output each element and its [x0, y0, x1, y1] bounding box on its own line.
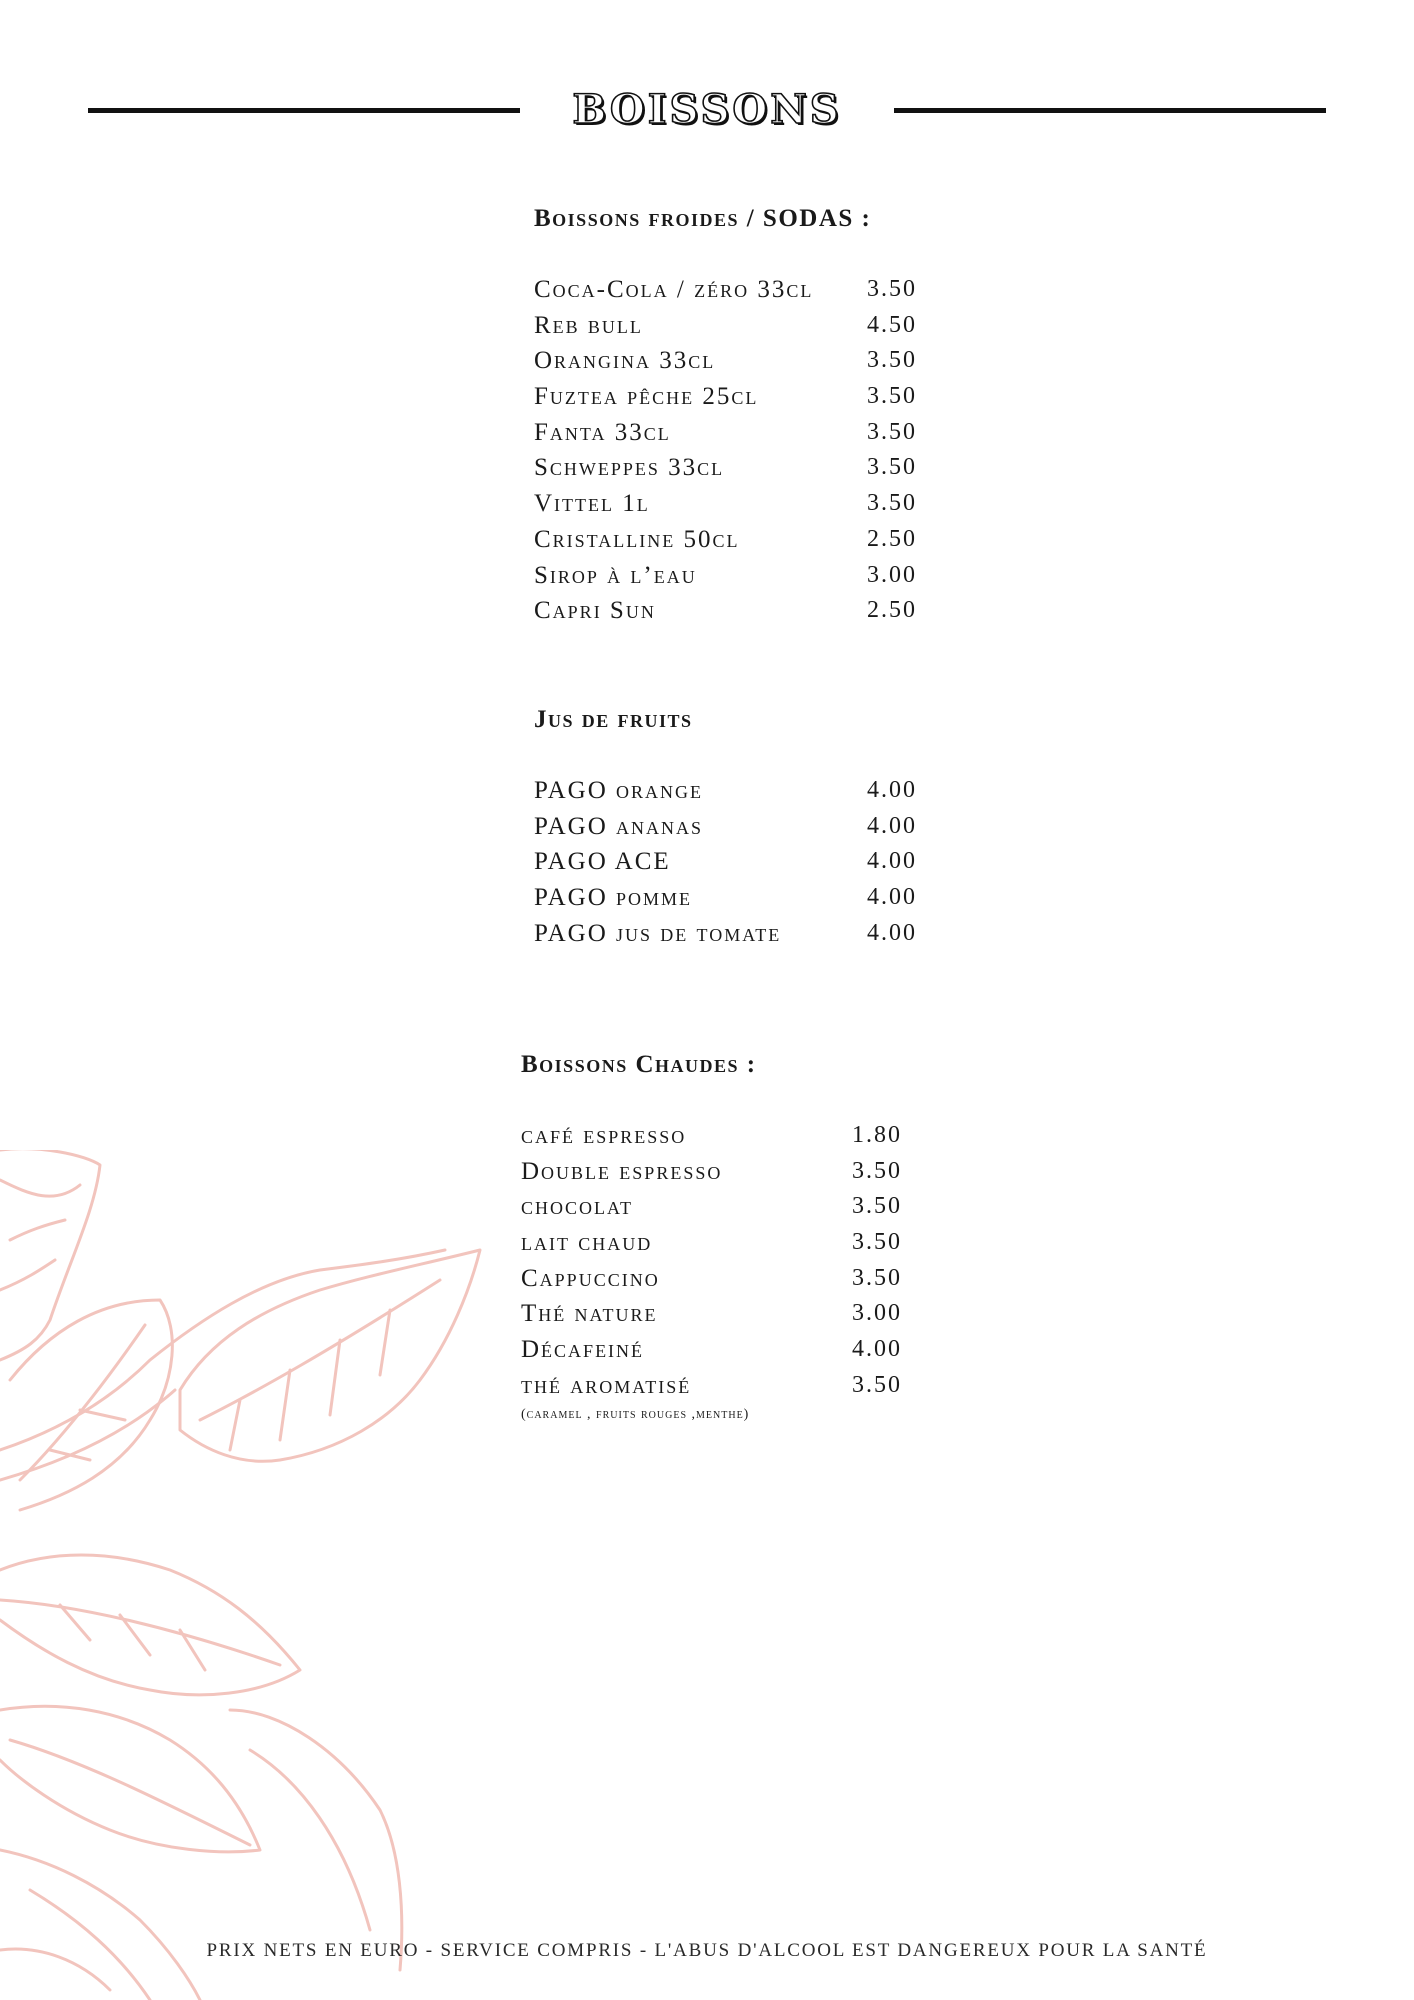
menu-item — [534, 809, 917, 845]
menu-item — [534, 343, 917, 379]
menu-item — [534, 773, 917, 809]
item-name: Schweppes 33cl — [534, 454, 725, 482]
menu-item — [534, 522, 917, 558]
item-name: Fuztea pêche 25cl — [534, 383, 759, 411]
menu-item — [534, 486, 917, 522]
menu-item — [521, 1261, 902, 1297]
item-name: Coca-Cola / zéro 33cl — [534, 276, 814, 303]
section-fruit-juices — [534, 703, 917, 951]
item-price: 3.50 — [867, 383, 917, 410]
item-name: Cristalline 50cl — [534, 525, 740, 553]
menu-item — [534, 880, 917, 916]
item-price: 3.50 — [852, 1229, 902, 1256]
header-rule-right — [894, 108, 1326, 113]
menu-item — [534, 593, 917, 629]
item-price: 3.50 — [867, 276, 917, 302]
leaf-illustration — [0, 1150, 500, 2000]
item-name: PAGO ACE — [534, 848, 671, 876]
menu-item — [521, 1332, 902, 1368]
item-name: Cappuccino — [521, 1264, 660, 1292]
item-price: 3.50 — [867, 347, 917, 374]
menu-item — [521, 1154, 902, 1190]
item-name: Sirop à l’eau — [534, 561, 697, 589]
item-name: Vittel 1l — [534, 490, 650, 518]
item-price: 2.50 — [867, 525, 917, 552]
item-name: Double espresso — [521, 1157, 723, 1185]
section-title: Boissons froides / SODAS : — [534, 205, 872, 232]
item-name: Décafeiné — [521, 1336, 645, 1364]
item-price: 4.00 — [867, 812, 917, 839]
item-price: 4.00 — [867, 919, 917, 946]
menu-item — [521, 1118, 902, 1154]
menu-item — [534, 379, 917, 415]
menu-item — [534, 308, 917, 344]
menu-item — [521, 1296, 902, 1332]
item-price: 3.00 — [852, 1300, 902, 1327]
item-price: 4.00 — [867, 777, 917, 803]
menu-item — [534, 450, 917, 486]
item-price: 3.50 — [867, 454, 917, 481]
item-name: Fanta 33cl — [534, 418, 671, 446]
item-name: PAGO ananas — [534, 812, 704, 840]
item-price: 4.50 — [867, 311, 917, 338]
item-price: 3.50 — [852, 1157, 902, 1184]
item-price: 4.00 — [867, 848, 917, 875]
menu-item — [534, 415, 917, 451]
menu-item — [521, 1368, 902, 1404]
item-price: 3.50 — [867, 418, 917, 445]
item-name: Reb bull — [534, 311, 643, 339]
item-price: 3.50 — [852, 1193, 902, 1220]
item-name: café espresso — [521, 1122, 687, 1149]
item-name: chocolat — [521, 1193, 634, 1221]
menu-item — [534, 844, 917, 880]
section-hot-drinks — [521, 1048, 902, 1424]
item-name: thé aromatisé — [521, 1371, 692, 1399]
item-price: 3.50 — [852, 1371, 902, 1398]
menu-item — [521, 1225, 902, 1261]
item-name: lait chaud — [521, 1229, 653, 1257]
header — [88, 85, 1326, 135]
section-cold-drinks — [534, 202, 917, 629]
item-name: Orangina 33cl — [534, 347, 716, 375]
menu-item — [534, 558, 917, 594]
header-rule-left — [88, 108, 520, 113]
item-price: 1.80 — [852, 1122, 902, 1148]
item-list — [534, 773, 917, 951]
item-price: 3.00 — [867, 561, 917, 588]
item-name: PAGO jus de tomate — [534, 919, 782, 947]
item-price: 3.50 — [867, 490, 917, 517]
item-list — [534, 272, 917, 629]
item-name: PAGO pomme — [534, 884, 693, 912]
item-list — [521, 1118, 902, 1404]
page-title: BOISSONS — [572, 86, 842, 133]
item-price: 4.00 — [852, 1336, 902, 1363]
item-name: Capri Sun — [534, 597, 656, 625]
item-name: Thé nature — [521, 1300, 658, 1328]
item-price: 4.00 — [867, 884, 917, 911]
menu-item — [534, 272, 917, 308]
flavor-note: (caramel , fruits rouges ,menthe) — [521, 1406, 750, 1422]
menu-item — [534, 916, 917, 952]
footer-notice: PRIX NETS EN EURO - SERVICE COMPRIS - L'ABUS D'ALCOOL EST DANGEREUX POUR LA SANTÉ — [206, 1940, 1208, 1961]
item-price: 2.50 — [867, 597, 917, 624]
menu-item — [521, 1189, 902, 1225]
item-price: 3.50 — [852, 1264, 902, 1291]
item-name: PAGO orange — [534, 777, 704, 804]
section-title: Jus de fruits — [534, 706, 693, 733]
section-title: Boissons Chaudes : — [521, 1051, 757, 1078]
